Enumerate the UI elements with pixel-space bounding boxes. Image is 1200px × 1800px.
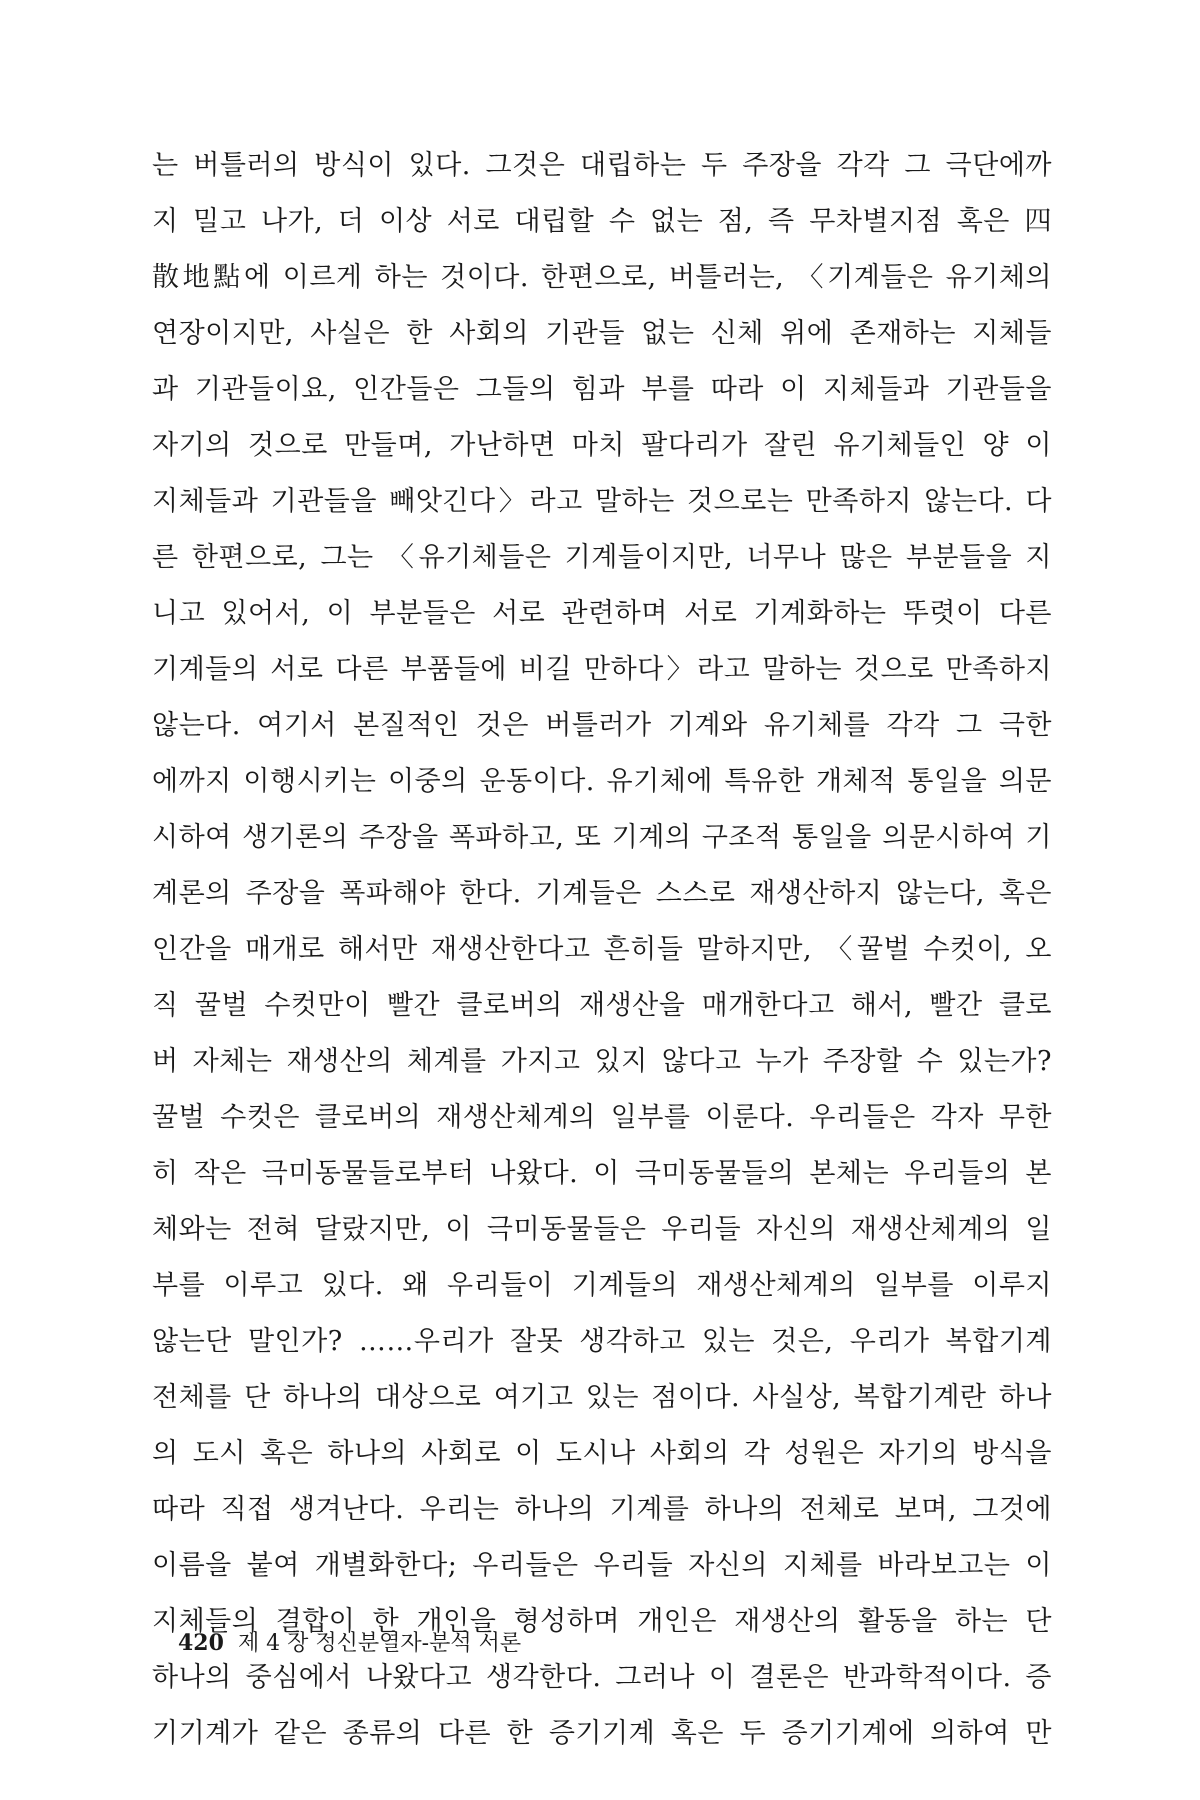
text-line: 지 밀고 나가, 더 이상 서로 대립할 수 없는 점, 즉 무차별지점 혹은 四 (152, 206, 1052, 237)
text-line: 연장이지만, 사실은 한 사회의 기관들 없는 신체 위에 존재하는 지체들 (152, 318, 1052, 349)
text-line: 기계들의 서로 다른 부품들에 비길 만하다〉라고 말하는 것으로 만족하지 (152, 654, 1052, 685)
text-line: 않는단 말인가? ……우리가 잘못 생각하고 있는 것은, 우리가 복합기계 (152, 1326, 1052, 1357)
text-line: 인간을 매개로 해서만 재생산한다고 흔히들 말하지만, 〈꿀벌 수컷이, 오 (152, 934, 1052, 965)
text-line: 과 기관들이요, 인간들은 그들의 힘과 부를 따라 이 지체들과 기관들을 (152, 374, 1052, 405)
text-line: 시하여 생기론의 주장을 폭파하고, 또 기계의 구조적 통일을 의문시하여 기 (152, 822, 1052, 853)
body-text (152, 138, 1052, 1762)
text-line: 직 꿀벌 수컷만이 빨간 클로버의 재생산을 매개한다고 해서, 빨간 클로 (152, 990, 1052, 1021)
text-line: 는 버틀러의 방식이 있다. 그것은 대립하는 두 주장을 각각 그 극단에까 (152, 150, 1052, 181)
text-line: 지체들의 결합이 한 개인을 형성하며 개인은 재생산의 활동을 하는 단 (152, 1606, 1052, 1637)
text-line: 버 자체는 재생산의 체계를 가지고 있지 않다고 누가 주장할 수 있는가? (152, 1046, 1052, 1077)
text-line: 의 도시 혹은 하나의 사회로 이 도시나 사회의 각 성원은 자기의 방식을 (152, 1438, 1052, 1469)
text-line: 꿀벌 수컷은 클로버의 재생산체계의 일부를 이룬다. 우리들은 각자 무한 (152, 1102, 1052, 1133)
chapter-title: 제 4 장 정신분열자-분석 서론 (237, 1631, 522, 1656)
text-line: 에까지 이행시키는 이중의 운동이다. 유기체에 특유한 개체적 통일을 의문 (152, 766, 1052, 797)
text-line: 따라 직접 생겨난다. 우리는 하나의 기계를 하나의 전체로 보며, 그것에 (152, 1494, 1052, 1525)
text-line: 이름을 붙여 개별화한다; 우리들은 우리들 자신의 지체를 바라보고는 이 (152, 1550, 1052, 1581)
text-line: 않는다. 여기서 본질적인 것은 버틀러가 기계와 유기체를 각각 그 극한 (152, 710, 1052, 741)
text-line: 전체를 단 하나의 대상으로 여기고 있는 점이다. 사실상, 복합기계란 하나 (152, 1382, 1052, 1413)
text-line: 지체들과 기관들을 빼앗긴다〉라고 말하는 것으로는 만족하지 않는다. 다 (152, 486, 1052, 517)
page-footer (178, 1628, 521, 1659)
text-line: 른 한편으로, 그는 〈유기체들은 기계들이지만, 너무나 많은 부분들을 지 (152, 542, 1052, 573)
text-line: 하나의 중심에서 나왔다고 생각한다. 그러나 이 결론은 반과학적이다. 증 (152, 1662, 1052, 1693)
text-line: 체와는 전혀 달랐지만, 이 극미동물들은 우리들 자신의 재생산체계의 일 (152, 1214, 1052, 1245)
text-line: 散地點에 이르게 하는 것이다. 한편으로, 버틀러는, 〈기계들은 유기체의 (152, 262, 1052, 293)
text-line: 계론의 주장을 폭파해야 한다. 기계들은 스스로 재생산하지 않는다, 혹은 (152, 878, 1052, 909)
text-line: 부를 이루고 있다. 왜 우리들이 기계들의 재생산체계의 일부를 이루지 (152, 1270, 1052, 1301)
text-line: 히 작은 극미동물들로부터 나왔다. 이 극미동물들의 본체는 우리들의 본 (152, 1158, 1052, 1189)
page-number: 420 (178, 1630, 224, 1656)
text-line: 기기계가 같은 종류의 다른 한 증기기계 혹은 두 증기기계에 의하여 만 (152, 1718, 1052, 1749)
text-line: 자기의 것으로 만들며, 가난하면 마치 팔다리가 잘린 유기체들인 양 이 (152, 430, 1052, 461)
text-line: 니고 있어서, 이 부분들은 서로 관련하며 서로 기계화하는 뚜렷이 다른 (152, 598, 1052, 629)
